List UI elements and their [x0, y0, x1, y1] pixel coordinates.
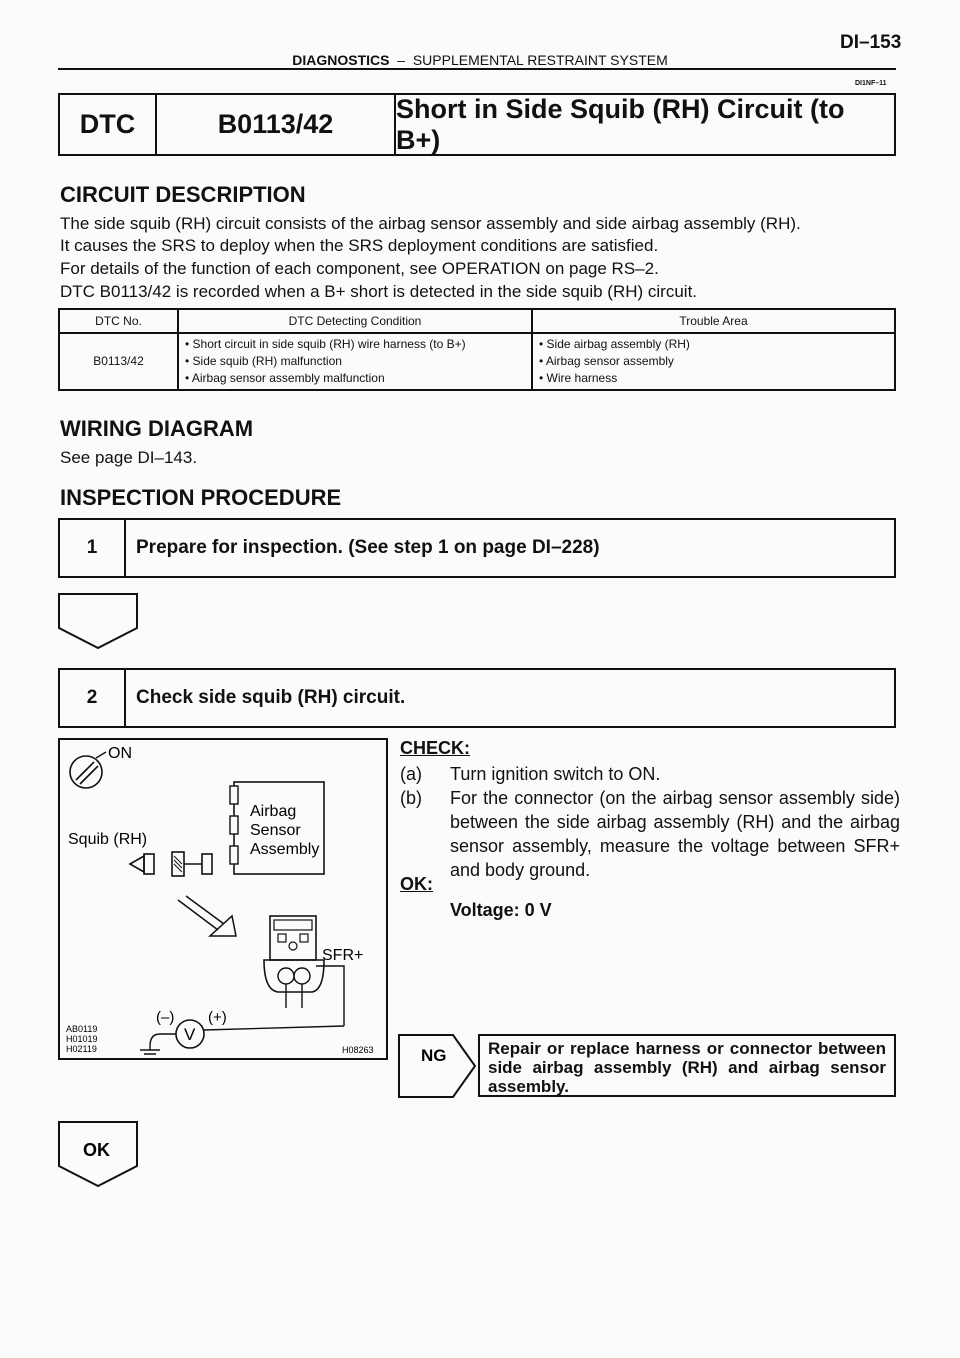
ok-tab-label: OK [83, 1140, 110, 1160]
squib-connector-icon [130, 852, 212, 876]
header-section: DIAGNOSTICS [292, 52, 390, 68]
table-cell-trouble-area [532, 333, 895, 390]
check-item-text: Turn ignition switch to ON. [450, 764, 661, 784]
header-rule [58, 68, 896, 70]
dtc-trouble-table [58, 308, 896, 391]
next-step-arrow-icon [57, 592, 141, 652]
area-item: • Airbag sensor assembly [539, 354, 674, 368]
circuit-description-line-4: DTC B0113/42 is recorded when a B+ short is detected in the side squib (RH) circuit. [60, 282, 698, 301]
step-1-number: 1 [60, 520, 126, 576]
table-header: Trouble Area [532, 309, 895, 333]
connector-face-icon [264, 916, 344, 1026]
area-item: • Side airbag assembly (RH) [539, 337, 690, 351]
check-item-a [400, 762, 900, 786]
diagram-drawing [60, 740, 386, 1058]
wiring-diagram-heading: WIRING DIAGRAM [60, 416, 254, 441]
circuit-description-line-1: The side squib (RH) circuit consists of the airbag sensor assembly and side airbag assembly (RH). [60, 214, 801, 233]
check-item-text: For the connector (on the airbag sensor assembly side) between the side airbag assembly (RH) and the airbag sensor assembly, measure the voltage between SFR+ and body ground. [450, 788, 900, 880]
step-2-number: 2 [60, 670, 126, 726]
dtc-label: DTC [60, 95, 157, 154]
inspection-procedure-heading: INSPECTION PROCEDURE [60, 485, 342, 510]
ng-label: NG [421, 1046, 447, 1065]
check-label: CHECK: [400, 738, 470, 758]
ok-arrow-icon [57, 1120, 141, 1190]
check-item-tag: (b) [400, 788, 422, 808]
ng-repair-box: Repair or replace harness or connector between side airbag assembly (RH) and airbag sensor assembly. [478, 1034, 896, 1097]
table-cell-dtc-no: B0113/42 [59, 333, 178, 390]
area-item: • Wire harness [539, 371, 618, 385]
table-row [59, 333, 895, 390]
condition-item: • Side squib (RH) malfunction [185, 354, 342, 368]
ignition-switch-icon [70, 752, 106, 788]
voltmeter-label: V [184, 1025, 196, 1044]
step-1-text: Prepare for inspection. (See step 1 on page DI–228) [136, 537, 600, 558]
running-header [0, 52, 960, 68]
circuit-description-line-2: It causes the SRS to deploy when the SRS deployment conditions are satisfied. [60, 236, 659, 255]
circuit-description-heading: CIRCUIT DESCRIPTION [60, 182, 306, 207]
check-item-b [400, 786, 900, 882]
header-subsection: SUPPLEMENTAL RESTRAINT SYSTEM [412, 52, 668, 68]
squib-label: Squib (RH) [68, 831, 148, 848]
dtc-title-box [58, 93, 896, 156]
dtc-title: Short in Side Squib (RH) Circuit (to B+) [396, 93, 845, 155]
doc-code: DI1NF–11 [855, 80, 887, 87]
circuit-description-line-3: For details of the function of each component, see OPERATION on page RS–2. [60, 259, 659, 278]
ref-code: AB0119 [66, 1024, 98, 1034]
header-separator: – [397, 52, 406, 68]
page-number: DI–153 [840, 32, 902, 53]
table-header: DTC Detecting Condition [178, 309, 532, 333]
ng-arrow-icon [397, 1033, 479, 1099]
table-cell-conditions [178, 333, 532, 390]
ref-code: H02119 [66, 1044, 97, 1054]
terminal-sfr-plus-label: SFR+ [322, 947, 364, 964]
dtc-code: B0113/42 [157, 95, 396, 154]
meter-plus-label: (+) [208, 1009, 227, 1026]
connector-diagram [58, 738, 388, 1060]
ref-code: H01019 [66, 1034, 98, 1044]
ok-label: OK: [400, 874, 433, 894]
step-2-box [58, 668, 896, 728]
step-2-text: Check side squib (RH) circuit. [136, 687, 406, 708]
table-header: DTC No. [59, 309, 178, 333]
airbag-label-line-2: Sensor [250, 822, 301, 839]
ok-value: Voltage: 0 V [450, 900, 552, 920]
ignition-on-label: ON [108, 745, 132, 762]
wiring-diagram-ref: See page DI–143. [60, 448, 198, 467]
condition-item: • Short circuit in side squib (RH) wire harness (to B+) [185, 337, 466, 351]
airbag-label-line-3: Assembly [250, 841, 320, 858]
airbag-label-line-1: Airbag [250, 803, 297, 820]
table-header-row [59, 309, 895, 333]
check-item-tag: (a) [400, 764, 422, 784]
condition-item: • Airbag sensor assembly malfunction [185, 371, 385, 385]
meter-minus-label: (–) [156, 1009, 175, 1026]
pointer-arrow-icon [178, 896, 236, 936]
figure-code: H08263 [342, 1045, 374, 1055]
step-1-box [58, 518, 896, 578]
